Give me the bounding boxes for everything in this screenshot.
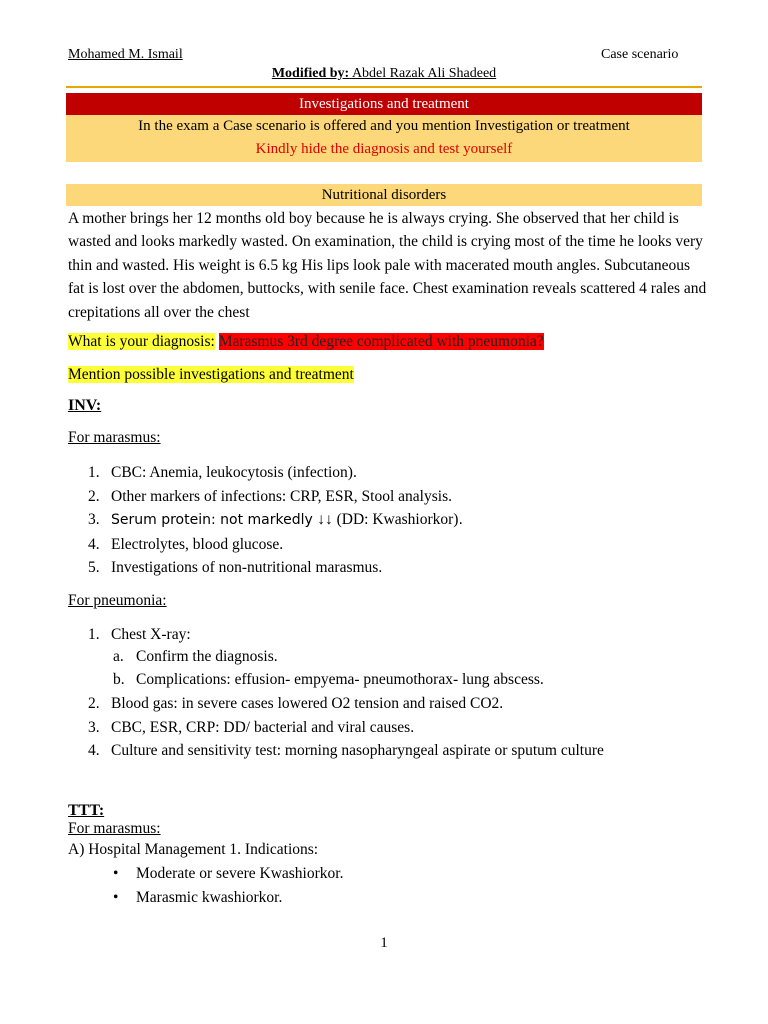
ttt-hospital-line: A) Hospital Management 1. Indications:: [68, 841, 319, 858]
list-item: 2. Blood gas: in severe cases lowered O2 tension and raised CO2.: [88, 695, 504, 712]
list-item: 4. Culture and sensitivity test: morning nasopharyngeal aspirate or sputum culture: [88, 742, 604, 759]
inv-heading: INV:: [68, 397, 102, 414]
header-doc-type: Case scenario: [601, 47, 679, 62]
list-item: 1. CBC: Anemia, leukocytosis (infection).: [88, 464, 357, 481]
inv-marasmus-list: [88, 461, 463, 580]
ttt-marasmus-label: For marasmus:: [68, 820, 161, 837]
banner-title: Investigations and treatment: [66, 93, 702, 115]
inv-pneumonia-label: For pneumonia:: [68, 592, 167, 609]
investigation-prompt: Mention possible investigations and treatment: [68, 366, 354, 383]
list-item: 1. Chest X-ray:: [88, 626, 191, 643]
list-item: a. Confirm the diagnosis.: [113, 648, 278, 665]
inv-pneumonia-item-1: [88, 623, 191, 647]
list-item: 3. Serum protein: not markedly ↓↓ (DD: Kwashiorkor).: [88, 511, 463, 528]
section-title: Nutritional disorders: [66, 184, 702, 206]
inv-marasmus-label: For marasmus:: [68, 429, 161, 446]
ttt-heading: TTT:: [68, 802, 105, 819]
header-rule: [66, 86, 702, 88]
header-author: Mohamed M. Ismail: [68, 47, 183, 62]
inv-pneumonia-list: [88, 692, 604, 763]
case-paragraph: A mother brings her 12 months old boy because he is always crying. She observed that her child is wasted and looks markedly wasted. On examination, the child is crying most of the time he looks very thin and wasted. His weight is 6.5 kg His lips look pale with macerated mouth angles. Subcutaneous fat is lost over the abdomen, buttocks, with senile face. Chest examination reveals scattered 4 rales and crepitations all over the chest: [68, 210, 707, 321]
banner-instructions: [66, 115, 702, 162]
ttt-bullets: [113, 862, 343, 910]
banner-line-2: Kindly hide the diagnosis and test yourself: [255, 141, 513, 157]
list-item: 5. Investigations of non-nutritional marasmus.: [88, 559, 383, 576]
list-item: 3. CBC, ESR, CRP: DD/ bacterial and viral causes.: [88, 718, 415, 736]
diagnosis-question: What is your diagnosis:: [68, 333, 215, 350]
list-item: b. Complications: effusion- empyema- pneumothorax- lung abscess.: [113, 670, 544, 688]
list-item: 4. Electrolytes, blood glucose.: [88, 535, 284, 553]
diagnosis-answer: Marasmus 3rd degree complicated with pneumonia?: [218, 333, 544, 350]
list-item: • Marasmic kwashiorkor.: [113, 889, 283, 906]
list-item: • Moderate or severe Kwashiorkor.: [113, 865, 344, 882]
diagnosis-line: [68, 333, 544, 351]
list-item: 2. Other markers of infections: CRP, ESR, Stool analysis.: [88, 487, 452, 505]
banner-line-1: In the exam a Case scenario is offered and you mention Investigation or treatment: [138, 118, 630, 134]
prompt-line: [68, 366, 354, 384]
header-modified-by: [0, 66, 768, 82]
inv-pneumonia-sublist: [113, 646, 544, 692]
modified-label: Modified by:: [271, 66, 350, 81]
modified-name: Abdel Razak Ali Shadeed: [351, 66, 497, 81]
page-number: 1: [380, 935, 388, 951]
